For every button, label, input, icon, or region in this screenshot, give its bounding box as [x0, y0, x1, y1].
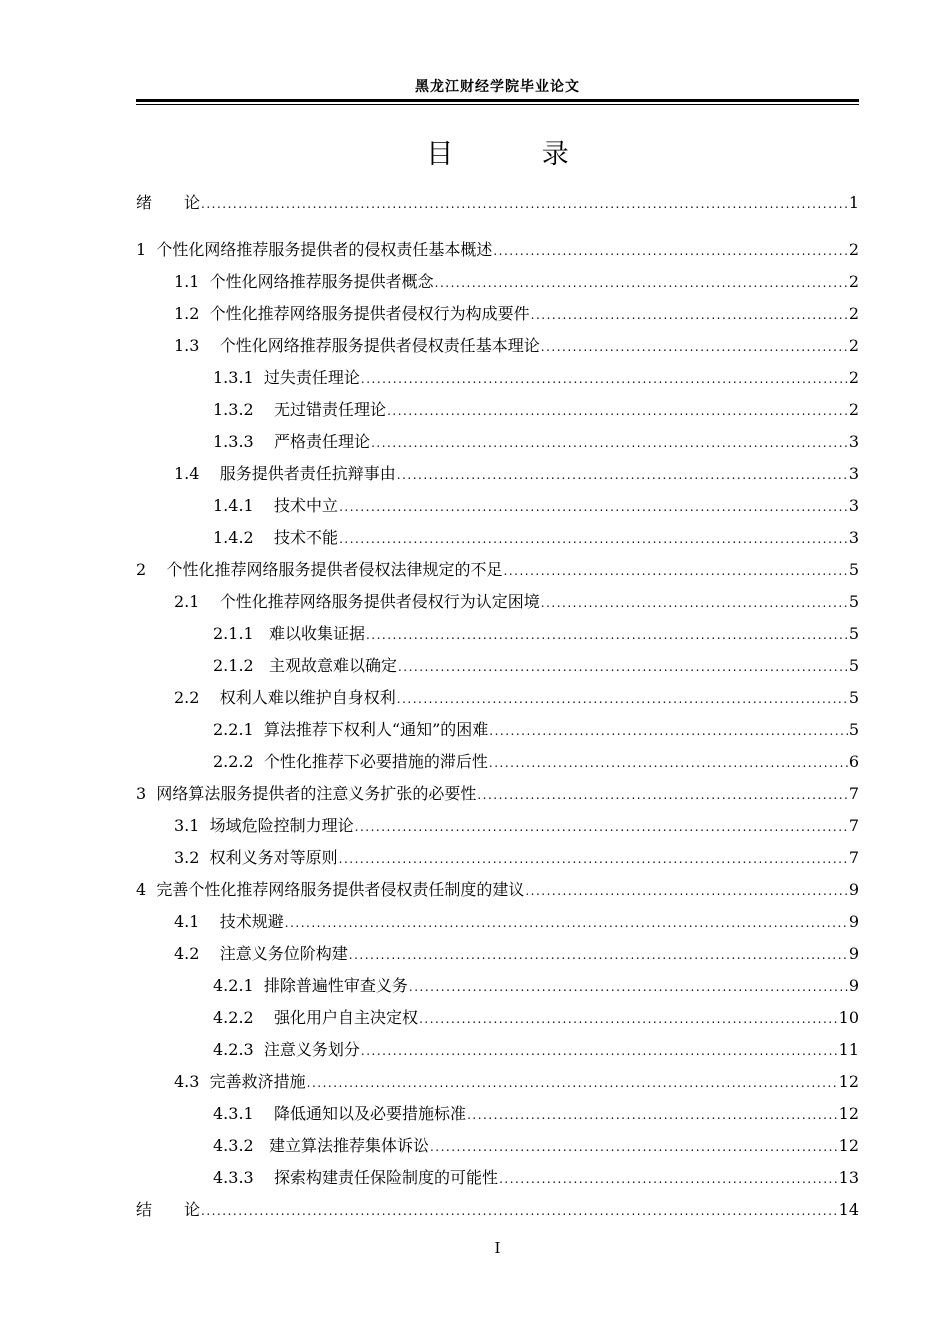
toc-entry-chapter-3[interactable] — [136, 778, 859, 810]
toc-entry-label: 3.1 场域危险控制力理论 — [174, 816, 354, 835]
toc-entry-page: 9 — [848, 976, 859, 995]
toc-entry-label: 1.4.1 技术中立 — [213, 496, 339, 515]
toc-leader-dots — [371, 427, 848, 459]
toc-leader-dots — [361, 1035, 838, 1067]
toc-entry-chapter-4[interactable] — [136, 874, 859, 906]
toc-entry-subsection[interactable] — [136, 490, 859, 522]
toc-entry-chapter-1[interactable] — [136, 234, 859, 266]
toc-entry-label: 2.1 个性化推荐网络服务提供者侵权行为认定困境 — [174, 592, 540, 611]
toc-entry-page: 13 — [838, 1168, 859, 1187]
toc-entry-section[interactable] — [136, 906, 859, 938]
toc-leader-dots — [489, 715, 848, 747]
toc-entry-section[interactable] — [136, 458, 859, 490]
toc-leader-dots — [525, 875, 847, 907]
toc-entry-page: 7 — [848, 816, 859, 835]
toc-entry-page: 7 — [848, 848, 859, 867]
toc-entry-label: 1.3.3 严格责任理论 — [213, 432, 371, 451]
toc-entry-page: 1 — [848, 193, 859, 212]
toc-leader-dots — [435, 267, 848, 299]
toc-entry-page: 3 — [848, 432, 859, 451]
toc-entry-page: 5 — [848, 592, 859, 611]
toc-entry-chapter-2[interactable] — [136, 554, 859, 586]
toc-leader-dots — [493, 235, 847, 267]
toc-entry-subsection[interactable] — [136, 746, 859, 778]
toc-entry-label: 4.3.2 建立算法推荐集体诉讼 — [213, 1136, 429, 1155]
toc-leader-dots — [349, 939, 848, 971]
toc-leader-dots — [541, 587, 848, 619]
toc-entry-section[interactable] — [136, 266, 859, 298]
toc-entry-page: 2 — [848, 336, 859, 355]
toc-entry-label: 4.2.3 注意义务划分 — [213, 1040, 360, 1059]
toc-entry-page: 2 — [848, 400, 859, 419]
toc-entry-page: 14 — [838, 1200, 859, 1219]
toc-entry-label: 1.1 个性化网络推荐服务提供者概念 — [174, 272, 434, 291]
toc-entry-section[interactable] — [136, 1066, 859, 1098]
toc-leader-dots — [339, 491, 848, 523]
toc-entry-subsection[interactable] — [136, 618, 859, 650]
toc-entry-subsection[interactable] — [136, 1034, 859, 1066]
toc-entry-page: 12 — [838, 1104, 859, 1123]
toc-entry-label: 绪 论 — [136, 193, 201, 212]
page-number: I — [494, 1239, 501, 1257]
toc-entry-label: 4.3.1 降低通知以及必要措施标准 — [213, 1104, 467, 1123]
toc-entry-subsection[interactable] — [136, 650, 859, 682]
toc-entry-page: 9 — [848, 944, 859, 963]
toc-entry-page: 5 — [848, 560, 859, 579]
toc-entry-page: 5 — [848, 720, 859, 739]
header-rule-thick — [136, 99, 859, 102]
toc-entry-page: 5 — [848, 624, 859, 643]
toc-title: 目 录 — [426, 139, 609, 170]
toc-entry-page: 9 — [848, 880, 859, 899]
toc-leader-dots — [467, 1099, 838, 1131]
toc-entry-label: 3.2 权利义务对等原则 — [174, 848, 338, 867]
toc-entry-subsection[interactable] — [136, 1098, 859, 1130]
toc-entry-introduction[interactable] — [136, 187, 859, 219]
toc-entry-page: 3 — [848, 464, 859, 483]
toc-entry-label: 3 网络算法服务提供者的注意义务扩张的必要性 — [136, 784, 477, 803]
toc-entry-label: 2.1.2 主观故意难以确定 — [213, 656, 397, 675]
toc-entry-page: 3 — [848, 496, 859, 515]
toc-entry-label: 4.2.1 排除普遍性审查义务 — [213, 976, 408, 995]
toc-entry-label: 1.2 个性化推荐网络服务提供者侵权行为构成要件 — [174, 304, 530, 323]
toc-entry-label: 4.2.2 强化用户自主决定权 — [213, 1008, 419, 1027]
toc-entry-label: 2.2.1 算法推荐下权利人“通知”的困难 — [213, 720, 489, 739]
toc-entry-page: 5 — [848, 688, 859, 707]
toc-entry-label: 4.3.3 探索构建责任保险制度的可能性 — [213, 1168, 499, 1187]
toc-leader-dots — [541, 331, 848, 363]
toc-entry-label: 2.1.1 难以收集证据 — [213, 624, 365, 643]
toc-entry-subsection[interactable] — [136, 714, 859, 746]
toc-leader-dots — [307, 1067, 838, 1099]
toc-entry-label: 2 个性化推荐网络服务提供者侵权法律规定的不足 — [136, 560, 503, 579]
toc-entry-page: 2 — [848, 240, 859, 259]
toc-leader-dots — [285, 907, 848, 939]
toc-entry-page: 12 — [838, 1136, 859, 1155]
toc-entry-subsection[interactable] — [136, 1002, 859, 1034]
toc-leader-dots — [397, 459, 848, 491]
toc-leader-dots — [201, 188, 848, 220]
toc-entry-label: 1.4 服务提供者责任抗辩事由 — [174, 464, 396, 483]
toc-entry-page: 10 — [838, 1008, 859, 1027]
toc-entry-page: 6 — [848, 752, 859, 771]
toc-entry-section[interactable] — [136, 586, 859, 618]
toc-entry-section[interactable] — [136, 938, 859, 970]
toc-entry-section[interactable] — [136, 810, 859, 842]
toc-entry-page: 12 — [838, 1072, 859, 1091]
toc-leader-dots — [489, 747, 848, 779]
toc-leader-dots — [397, 683, 848, 715]
toc-leader-dots — [339, 523, 848, 555]
toc-leader-dots — [355, 811, 848, 843]
toc-entry-subsection[interactable] — [136, 1162, 859, 1194]
toc-entry-label: 结 论 — [136, 1200, 201, 1219]
toc-leader-dots — [339, 843, 848, 875]
toc-leader-dots — [409, 971, 848, 1003]
toc-entry-label: 1.3.2 无过错责任理论 — [213, 400, 387, 419]
toc-entry-section[interactable] — [136, 842, 859, 874]
toc-entry-label: 4.3 完善救济措施 — [174, 1072, 306, 1091]
toc-leader-dots — [499, 1163, 838, 1195]
toc-entry-page: 7 — [848, 784, 859, 803]
toc-entry-label: 2.2 权利人难以维护自身权利 — [174, 688, 396, 707]
toc-entry-label: 1 个性化网络推荐服务提供者的侵权责任基本概述 — [136, 240, 493, 259]
toc-entry-subsection[interactable] — [136, 1130, 859, 1162]
toc-entry-label: 4.1 技术规避 — [174, 912, 284, 931]
toc-entry-page: 2 — [848, 304, 859, 323]
toc-leader-dots — [398, 651, 848, 683]
toc-entry-label: 2.2.2 个性化推荐下必要措施的滞后性 — [213, 752, 488, 771]
toc-entry-label: 4.2 注意义务位阶构建 — [174, 944, 348, 963]
toc-leader-dots — [387, 395, 848, 427]
toc-entry-subsection[interactable] — [136, 970, 859, 1002]
toc-leader-dots — [430, 1131, 838, 1163]
toc-leader-dots — [477, 779, 847, 811]
toc-leader-dots — [366, 619, 848, 651]
toc-entry-subsection[interactable] — [136, 522, 859, 554]
toc-entry-subsection[interactable] — [136, 426, 859, 458]
toc-entry-page: 2 — [848, 368, 859, 387]
toc-leader-dots — [419, 1003, 838, 1035]
toc-entry-section[interactable] — [136, 298, 859, 330]
toc-entry-page: 5 — [848, 656, 859, 675]
header-rule-thin — [136, 104, 859, 105]
running-header: 黑龙江财经学院毕业论文 — [415, 79, 580, 95]
toc-entry-label: 1.3 个性化网络推荐服务提供者侵权责任基本理论 — [174, 336, 540, 355]
toc-entry-label: 4 完善个性化推荐网络服务提供者侵权责任制度的建议 — [136, 880, 525, 899]
toc-entry-page: 11 — [838, 1040, 859, 1059]
toc-entry-page: 3 — [848, 528, 859, 547]
toc-entry-section[interactable] — [136, 682, 859, 714]
toc-entry-page: 9 — [848, 912, 859, 931]
toc-entry-section[interactable] — [136, 330, 859, 362]
toc-leader-dots — [201, 1195, 838, 1227]
toc-leader-dots — [504, 555, 848, 587]
toc-entry-subsection[interactable] — [136, 362, 859, 394]
toc-entry-subsection[interactable] — [136, 394, 859, 426]
toc-entry-page: 2 — [848, 272, 859, 291]
toc-entry-label: 1.3.1 过失责任理论 — [213, 368, 360, 387]
toc-entry-label: 1.4.2 技术不能 — [213, 528, 339, 547]
toc-entry-conclusion[interactable] — [136, 1194, 859, 1226]
toc-leader-dots — [531, 299, 848, 331]
toc-leader-dots — [361, 363, 848, 395]
